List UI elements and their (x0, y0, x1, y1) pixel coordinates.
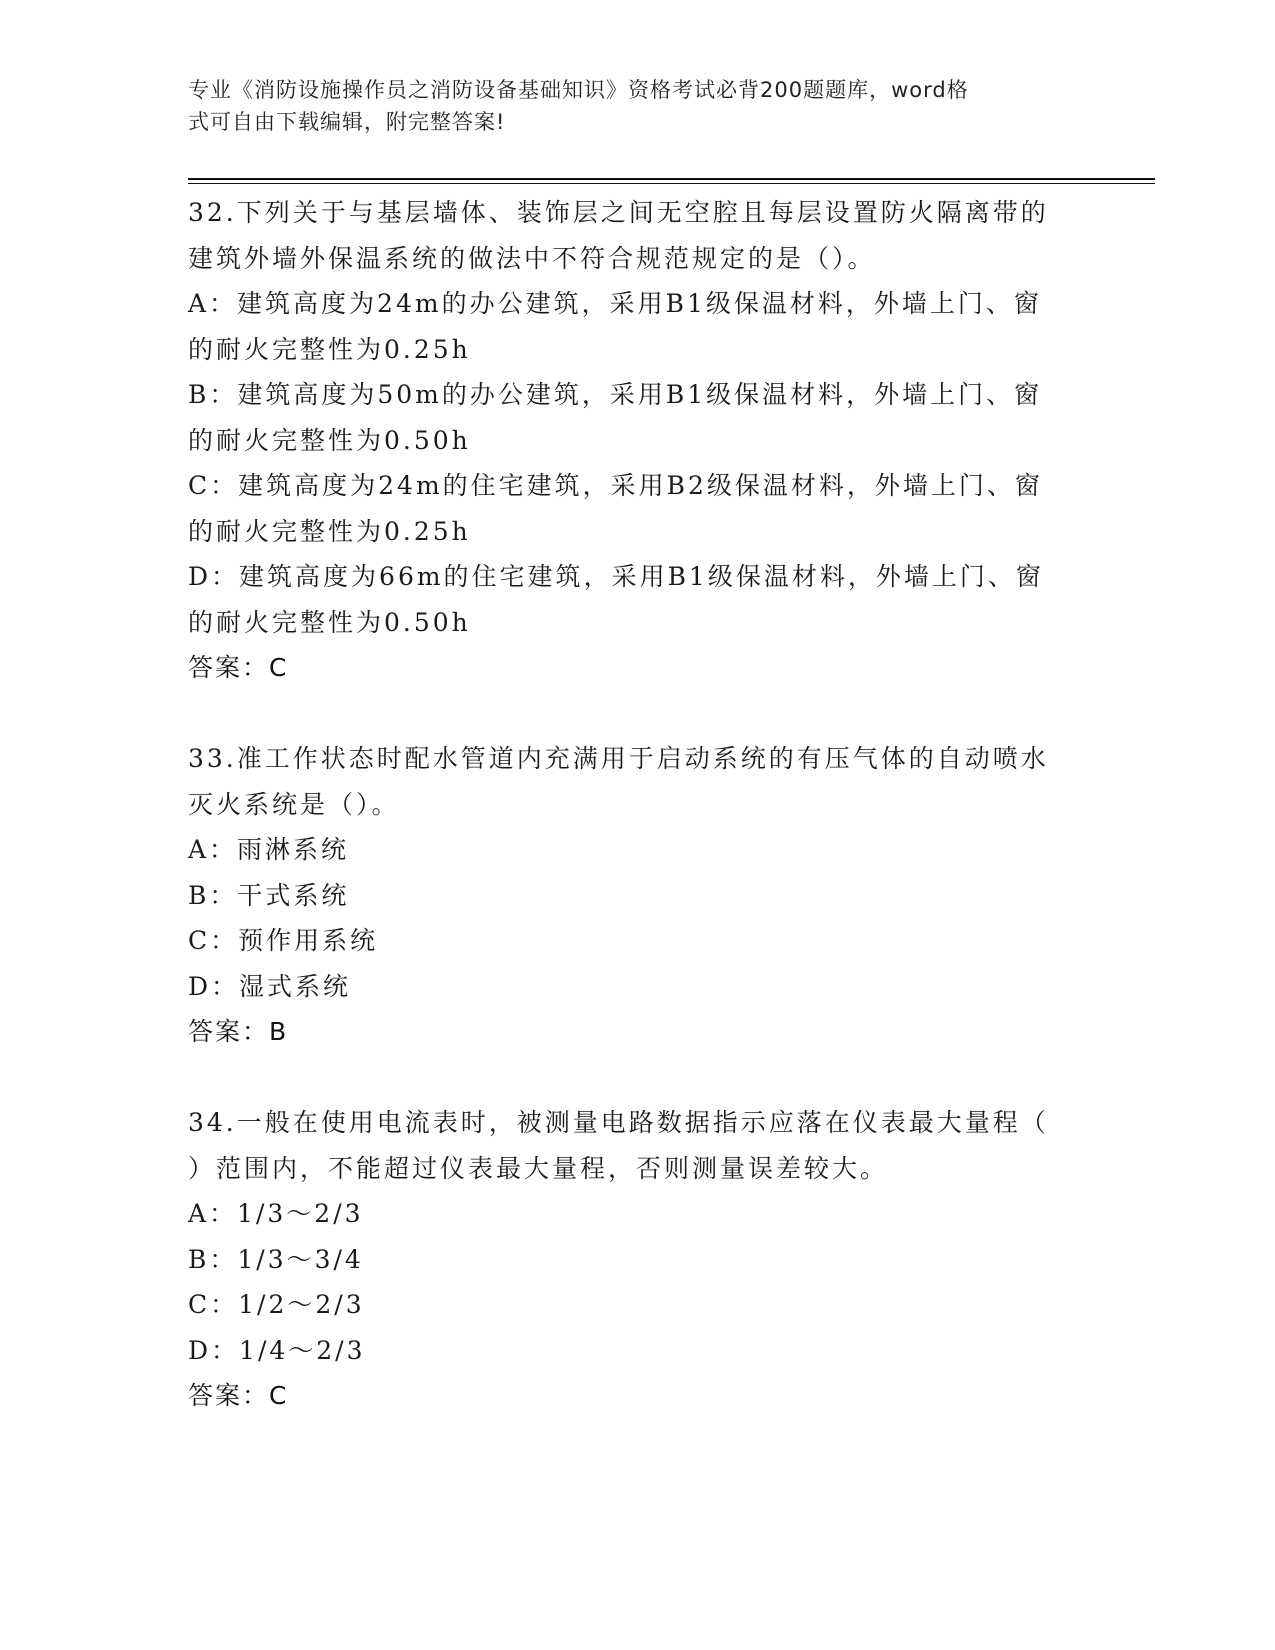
option-line: 的耐火完整性为0.25h (188, 334, 471, 364)
option-line: C：建筑高度为24m的住宅建筑，采用B2级保温材料，外墙上门、窗 (188, 471, 1043, 500)
option-line: A：1/3～2/3 (188, 1199, 364, 1228)
option-line: 的耐火完整性为0.50h (188, 607, 471, 637)
question-stem-line: 建筑外墙外保温系统的做法中不符合规范规定的是（）。 (188, 243, 876, 273)
header-line-2: 式可自由下载编辑，附完整答案! (188, 110, 506, 134)
header-line-1: 专业《消防设施操作员之消防设备基础知识》资格考试必背200题题库，word格 (188, 78, 969, 102)
answer-line: 答案：C (188, 1381, 289, 1410)
question-spacer (188, 691, 1088, 737)
option-line: D：湿式系统 (188, 971, 352, 1001)
question-stem-line: 32.下列关于与基层墙体、装饰层之间无空腔且每层设置防火隔离带的 (188, 198, 1049, 227)
header-divider-thin (188, 183, 1155, 184)
option-line: D：建筑高度为66m的住宅建筑，采用B1级保温材料，外墙上门、窗 (188, 562, 1044, 591)
question-stem-line: 灭火系统是（）。 (188, 789, 400, 819)
answer-line: 答案：B (188, 1017, 289, 1046)
question-list (188, 190, 1088, 1419)
option-line: D：1/4～2/3 (188, 1335, 366, 1365)
option-line: C：预作用系统 (188, 926, 379, 955)
question-spacer (188, 1055, 1088, 1101)
document-header (188, 74, 1088, 138)
question-block (188, 1100, 1088, 1419)
answer-line: 答案：C (188, 653, 289, 682)
header-divider-thick (188, 178, 1155, 180)
question-block (188, 190, 1088, 691)
option-line: B：干式系统 (188, 880, 350, 910)
option-line: 的耐火完整性为0.25h (188, 516, 471, 546)
option-line: C：1/2～2/3 (188, 1290, 365, 1319)
question-stem-line: 33.准工作状态时配水管道内充满用于启动系统的有压气体的自动喷水 (188, 744, 1049, 773)
question-stem-line: 34.一般在使用电流表时，被测量电路数据指示应落在仪表最大量程（ (188, 1108, 1049, 1137)
option-line: A：雨淋系统 (188, 835, 350, 864)
question-block (188, 736, 1088, 1055)
option-line: 的耐火完整性为0.50h (188, 425, 471, 455)
option-line: A：建筑高度为24m的办公建筑，采用B1级保温材料，外墙上门、窗 (188, 289, 1042, 318)
question-stem-line: ）范围内，不能超过仪表最大量程，否则测量误差较大。 (188, 1153, 889, 1183)
option-line: B：建筑高度为50m的办公建筑，采用B1级保温材料，外墙上门、窗 (188, 380, 1043, 409)
option-line: B：1/3～3/4 (188, 1244, 364, 1274)
